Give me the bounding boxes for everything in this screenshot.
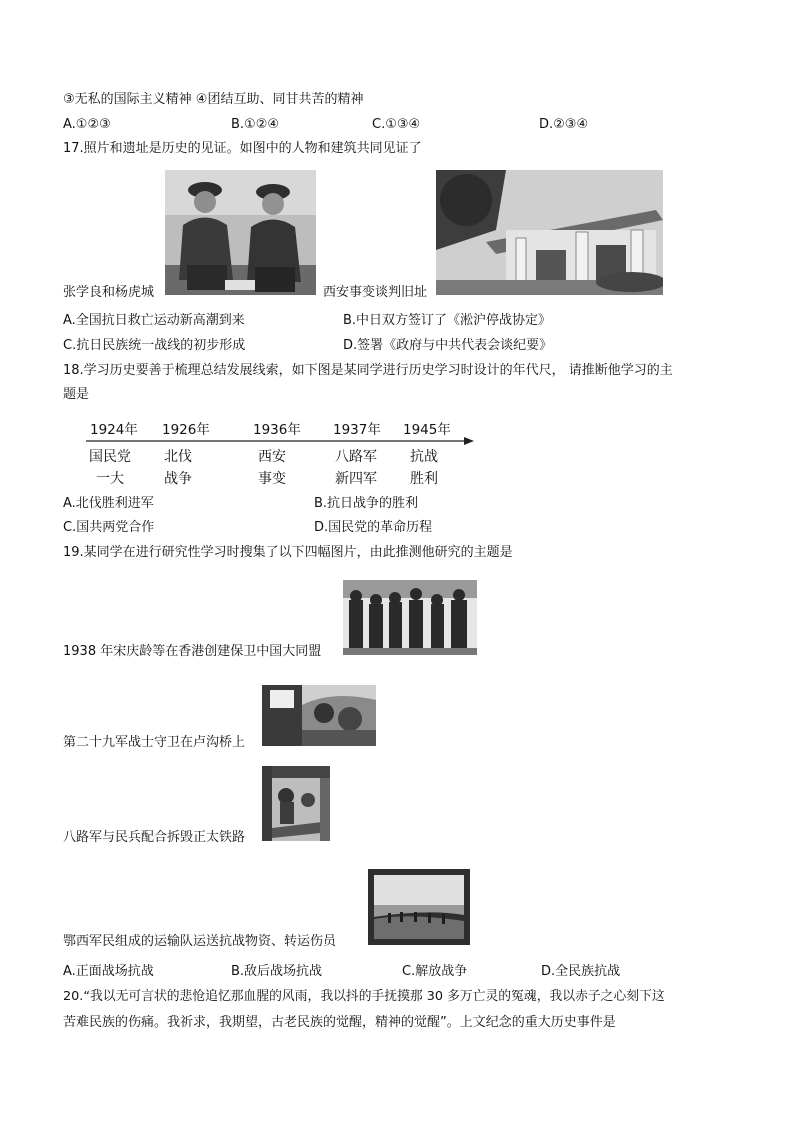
q20-stem-line2: 苦难民族的伤痛。我祈求，我期望，古老民族的觉醒，精神的觉醒”。上文纪念的重大历史事件是 [63,1015,616,1030]
photo-two-generals [165,170,316,295]
q19-option-b: B.敌后战场抗战 [231,964,323,979]
timeline-year-1924: 1924年 [90,422,138,438]
q16-option-a: A.①②③ [63,117,111,132]
photo-zhengtai-railway [262,766,330,841]
timeline-event-1945: 抗战 胜利 [410,449,438,487]
q19-caption-3: 八路军与民兵配合拆毁正太铁路 [63,830,246,845]
timeline-year-1936: 1936年 [253,422,301,438]
q19-option-c: C.解放战争 [402,964,468,979]
q16-option-c: C.①③④ [372,117,421,132]
q16-option-b: B.①②④ [231,117,280,132]
q17-stem: 17.照片和遗址是历史的见证。如图中的人物和建筑共同见证了 [63,141,422,156]
timeline-event-1937: 八路军 新四军 [335,449,377,487]
q19-caption-4: 鄂西军民组成的运输队运送抗战物资、转运伤员 [63,934,337,949]
q17-option-c: C.抗日民族统一战线的初步形成 [63,338,246,353]
q19-caption-1: 1938 年宋庆龄等在香港创建保卫中国大同盟 [63,644,322,659]
q18-option-a: A.北伐胜利进军 [63,496,154,511]
q17-option-b: B.中日双方签订了《淞沪停战协定》 [343,313,552,328]
photo-lugou-bridge-soldiers [262,685,376,746]
q18-stem-line2: 题是 [63,387,90,402]
q19-option-a: A.正面战场抗战 [63,964,154,979]
photo-exi-transport-team [368,869,470,945]
q17-option-d: D.签署《政府与中共代表会谈纪要》 [343,338,553,353]
photo-xian-building [436,170,663,295]
timeline-year-1926: 1926年 [162,422,210,438]
q18-option-d: D.国民党的革命历程 [314,520,433,535]
q16-tail-line: ③无私的国际主义精神 ④团结互助、同甘共苦的精神 [63,92,364,107]
photo-song-qingling-group [343,580,477,655]
q18-option-c: C.国共两党合作 [63,520,155,535]
timeline-event-1926: 北伐 战争 [164,449,192,487]
q17-option-a: A.全国抗日救亡运动新高潮到来 [63,313,245,328]
timeline-event-1936: 西安 事变 [258,449,286,487]
q18-stem-line1: 18.学习历史要善于梳理总结发展线索，如下图是某同学进行历史学习时设计的年代尺， 请推断他学习的主 [63,363,673,378]
q19-stem: 19.某同学在进行研究性学习时搜集了以下四幅图片，由此推测他研究的主题是 [63,545,513,560]
q19-caption-2: 第二十九军战士守卫在卢沟桥上 [63,735,246,750]
q20-stem-line1: 20.“我以无可言状的悲怆追忆那血腥的风雨，我以抖的手抚摸那 30 多万亡灵的冤魂，我以赤子之心刻下这 [63,989,665,1004]
timeline-year-1945: 1945年 [403,422,451,438]
q17-caption-left: 张学良和杨虎城 [63,285,155,300]
q18-option-b: B.抗日战争的胜利 [314,496,419,511]
q17-caption-right: 西安事变谈判旧址 [323,285,428,300]
q19-option-d: D.全民族抗战 [541,964,621,979]
q16-option-d: D.②③④ [539,117,589,132]
timeline-event-1924: 国民党 一大 [89,449,131,487]
timeline-year-1937: 1937年 [333,422,381,438]
